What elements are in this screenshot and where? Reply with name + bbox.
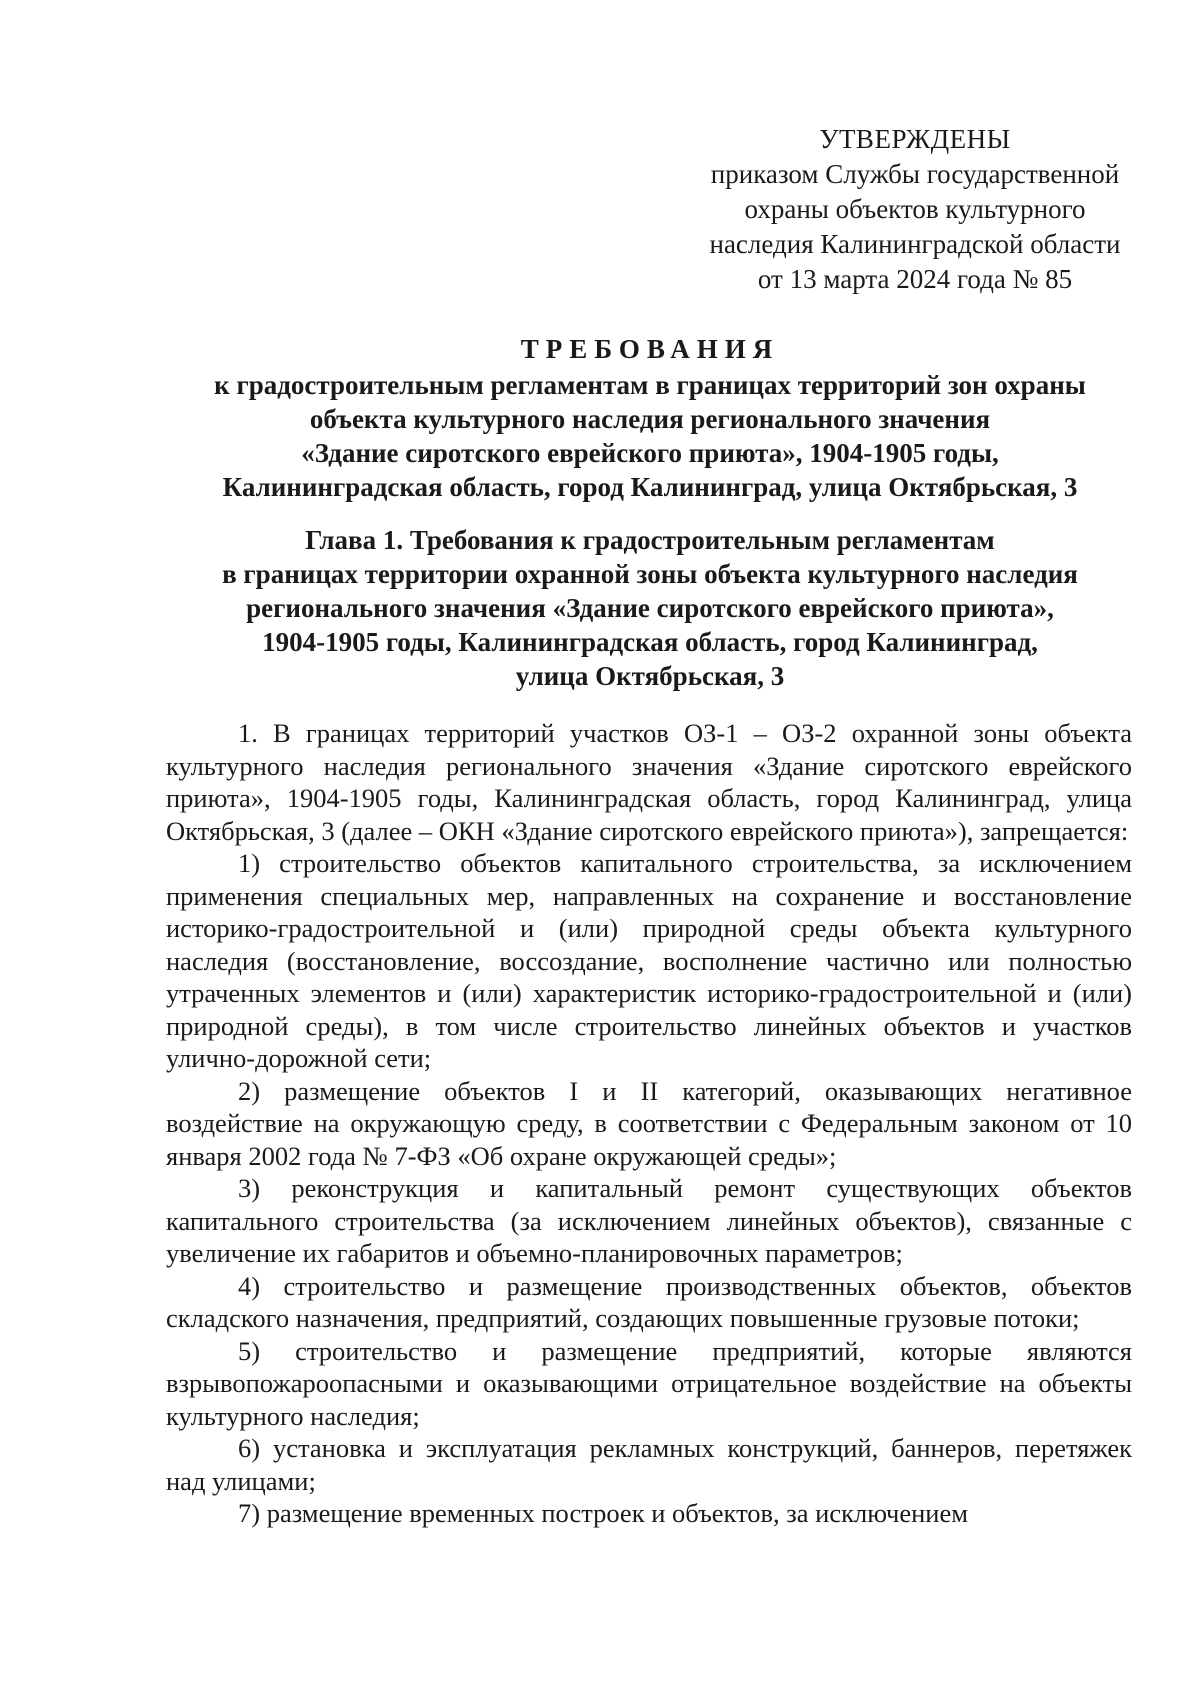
approval-line: охраны объектов культурного bbox=[744, 194, 1086, 224]
subitem-3: 3) реконструкция и капитальный ремонт существующих объектов капитального строительства (за исключением линейных объектов), связанные с увеличение их габаритов и объемно-планировочных параметров; bbox=[166, 1173, 1132, 1268]
approval-line: от 13 марта 2024 года № 85 bbox=[757, 264, 1073, 294]
title-line: Калининградская область, город Калининград, улица Октябрьская, 3 bbox=[222, 472, 1078, 502]
approval-line: наследия Калининградской области bbox=[709, 229, 1121, 259]
chapter-line: Глава 1. Требования к градостроительным регламентам bbox=[305, 525, 995, 555]
subitem-7: 7) размещение временных построек и объектов, за исключением bbox=[238, 1498, 968, 1528]
chapter-line: в границах территории охранной зоны объекта культурного наследия bbox=[222, 559, 1078, 589]
title-heading: ТРЕБОВАНИЯ bbox=[520, 334, 780, 364]
approval-stamp bbox=[690, 122, 1140, 297]
chapter-heading bbox=[130, 523, 1170, 693]
paragraph-item-1: 1. В границах территорий участков ОЗ-1 – ОЗ-2 охранной зоны объекта культурного наследия регионального значения «Здание сиротского еврейского приюта», 1904-1905 годы, Калининградская область, город Калининград, улица Октябрьская, 3 (далее – ОКН «Здание сиротского еврейского приюта»), запрещается: bbox=[166, 718, 1132, 846]
chapter-line: 1904-1905 годы, Калининградская область, город Калининград, bbox=[262, 627, 1038, 657]
subitem-1: 1) строительство объектов капитального строительства, за исключением применения специальных мер, направленных на сохранение и восстановление историко-градостроительной и (или) природной среды объекта культурного наследия (восстановление, воссоздание, восполнение частично или полностью утраченных элементов и (или) характеристик историко-градостроительной и (или) природной среды), в том числе строительство линейных объектов и участков улично-дорожной сети; bbox=[166, 848, 1132, 1073]
document-body bbox=[166, 717, 1132, 1530]
subitem-6: 6) установка и эксплуатация рекламных конструкций, баннеров, перетяжек над улицами; bbox=[166, 1433, 1132, 1496]
subitem-2: 2) размещение объектов I и II категорий, оказывающих негативное воздействие на окружающую среду, в соответствии с Федеральным законом от 10 января 2002 года № 7-ФЗ «Об охране окружающей среды»; bbox=[166, 1075, 1132, 1171]
subitem-5: 5) строительство и размещение предприятий, которые являются взрывопожароопасными и оказывающими отрицательное воздействие на объекты культурного наследия; bbox=[166, 1335, 1132, 1431]
subitem-4: 4) строительство и размещение производственных объектов, объектов складского назначения, предприятий, создающих повышенные грузовые потоки; bbox=[166, 1270, 1132, 1333]
document-title bbox=[130, 332, 1170, 504]
chapter-line: улица Октябрьская, 3 bbox=[515, 661, 785, 691]
title-line: «Здание сиротского еврейского приюта», 1904-1905 годы, bbox=[301, 438, 999, 468]
title-line: к градостроительным регламентам в границах территорий зон охраны bbox=[214, 370, 1086, 400]
approval-line: приказом Службы государственной bbox=[710, 159, 1120, 189]
approval-heading: УТВЕРЖДЕНЫ bbox=[819, 124, 1011, 154]
chapter-line: регионального значения «Здание сиротского еврейского приюта», bbox=[246, 593, 1054, 623]
title-line: объекта культурного наследия регионального значения bbox=[309, 404, 991, 434]
